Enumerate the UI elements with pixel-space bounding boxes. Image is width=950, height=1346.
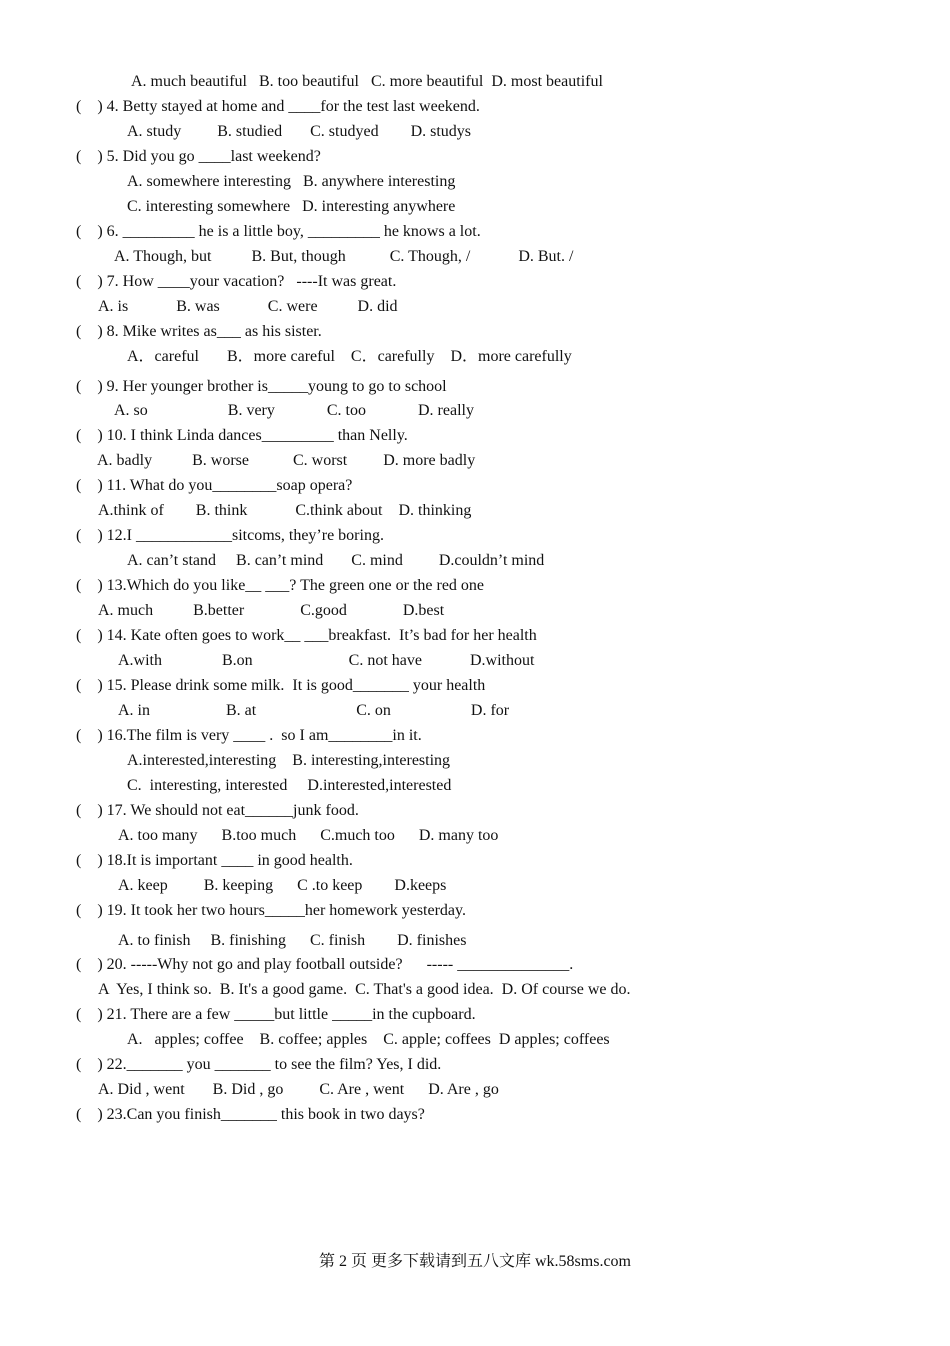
option-line: A. so B. very C. too D. really	[114, 402, 474, 419]
question-line: ( ) 10. I think Linda dances_________ than Nelly.	[76, 427, 408, 444]
option-line: A. in B. at C. on D. for	[118, 702, 510, 719]
question-line: ( ) 5. Did you go ____last weekend?	[76, 148, 321, 165]
option-line: A. much beautiful B. too beautiful C. more beautiful D. most beautiful	[131, 73, 603, 90]
option-line: A. too many B.too much C.much too D. many too	[118, 827, 499, 844]
question-line: ( ) 8. Mike writes as___ as his sister.	[76, 323, 322, 340]
question-line: ( ) 19. It took her two hours_____her homework yesterday.	[76, 902, 466, 919]
question-line: ( ) 15. Please drink some milk. It is good_______ your health	[76, 677, 486, 694]
option-line: C. interesting somewhere D. interesting anywhere	[127, 198, 456, 215]
question-line: ( ) 13.Which do you like__ ___? The green one or the red one	[76, 577, 485, 594]
option-line: A．careful B．more careful C．carefully D．more carefully	[127, 348, 572, 365]
question-line: ( ) 12.I ____________sitcoms, they’re boring.	[76, 527, 384, 544]
option-line: A. badly B. worse C. worst D. more badly	[97, 452, 476, 469]
option-line: A. to finish B. finishing C. finish D. finishes	[118, 932, 467, 949]
option-line: A. Did , went B. Did , go C. Are , went D. Are , go	[98, 1081, 499, 1098]
option-line: A.interested,interesting B. interesting,interesting	[127, 752, 451, 769]
question-line: ( ) 11. What do you________soap opera?	[76, 477, 353, 494]
option-line: A. is B. was C. were D. did	[98, 298, 398, 315]
question-line: ( ) 21. There are a few _____but little _____in the cupboard.	[76, 1006, 476, 1023]
question-line: ( ) 7. How ____your vacation? ----It was great.	[76, 273, 397, 290]
option-line: A.with B.on C. not have D.without	[118, 652, 535, 669]
option-line: A. much B.better C.good D.best	[98, 602, 445, 619]
option-line: A. apples; coffee B. coffee; apples C. apple; coffees D apples; coffees	[127, 1031, 610, 1048]
question-line: ( ) 9. Her younger brother is_____young to go to school	[76, 378, 447, 395]
question-line: ( ) 16.The film is very ____ . so I am________in it.	[76, 727, 422, 744]
option-line: A.think of B. think C.think about D. thinking	[98, 502, 472, 519]
option-line: A. keep B. keeping C .to keep D.keeps	[118, 877, 447, 894]
option-line: A. somewhere interesting B. anywhere interesting	[127, 173, 456, 190]
question-line: ( ) 14. Kate often goes to work__ ___breakfast. It’s bad for her health	[76, 627, 537, 644]
question-line: ( ) 6. _________ he is a little boy, _________ he knows a lot.	[76, 223, 481, 240]
page-footer: 第 2 页 更多下载请到五八文库 wk.58sms.com	[318, 1253, 631, 1270]
question-line: ( ) 17. We should not eat______junk food.	[76, 802, 359, 819]
option-line: A. study B. studied C. studyed D. studys	[127, 123, 472, 140]
option-line: A Yes, I think so. B. It's a good game. C. That's a good idea. D. Of course we do.	[98, 981, 631, 998]
question-line: ( ) 22._______ you _______ to see the film? Yes, I did.	[76, 1056, 442, 1073]
question-line: ( ) 20. -----Why not go and play football outside? ----- ______________.	[76, 956, 574, 973]
question-line: ( ) 4. Betty stayed at home and ____for the test last weekend.	[76, 98, 480, 115]
option-line: A. Though, but B. But, though C. Though, / D. But. /	[114, 248, 574, 265]
question-line: ( ) 23.Can you finish_______ this book in two days?	[76, 1106, 425, 1123]
option-line: A. can’t stand B. can’t mind C. mind D.couldn’t mind	[127, 552, 545, 569]
question-line: ( ) 18.It is important ____ in good health.	[76, 852, 353, 869]
option-line: C. interesting, interested D.interested,interested	[127, 777, 452, 794]
